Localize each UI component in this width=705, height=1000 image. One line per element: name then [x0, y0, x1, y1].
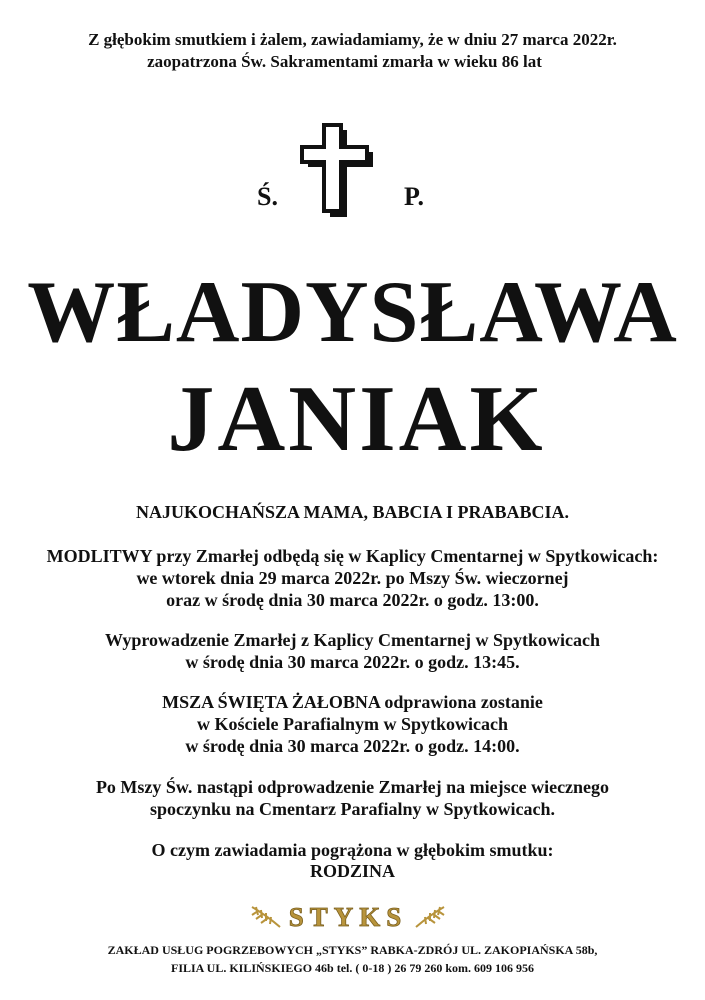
mass-line-3: w środę dnia 30 marca 2022r. o godz. 14:00.: [185, 736, 520, 756]
s-letter: Ś.: [257, 182, 278, 211]
intro-line-1: Z głębokim smutkiem i żalem, zawiadamiamy, że w dniu 27 marca 2022r.: [88, 30, 617, 49]
mass-line-2: w Kościele Parafialnym w Spytkowicach: [197, 714, 508, 734]
palm-branch-icon: [252, 907, 280, 927]
deceased-last-name: JANIAK: [167, 367, 546, 471]
deceased-title: NAJUKOCHAŃSZA MAMA, BABCIA I PRABABCIA.: [135, 502, 570, 522]
procession-line-1: Wyprowadzenie Zmarłej z Kaplicy Cmentarnej w Spytkowicach: [105, 630, 600, 650]
burial-line-1: Po Mszy Św. nastąpi odprowadzenie Zmarłej na miejsce wiecznego: [95, 777, 610, 797]
styks-logo: [248, 893, 448, 943]
cross-icon: [300, 121, 380, 217]
prayers-line-1: MODLITWY przy Zmarłej odbędą się w Kaplicy Cmentarnej w Spytkowicach:: [46, 546, 659, 566]
closing-line: O czym zawiadamia pogrążona w głębokim smutku:: [151, 840, 554, 860]
mass-line-1: MSZA ŚWIĘTA ŻAŁOBNA odprawiona zostanie: [162, 692, 543, 712]
logo-text: STYKS: [288, 902, 408, 932]
prayers-line-3: oraz w środę dnia 30 marca 2022r. o godz. 13:00.: [166, 590, 539, 610]
burial-line-2: spoczynku na Cmentarz Parafialny w Spytkowicach.: [149, 799, 555, 819]
palm-branch-icon: [416, 907, 444, 927]
footer-line-1: ZAKŁAD USŁUG POGRZEBOWYCH „STYKS” RABKA-ZDRÓJ UL. ZAKOPIAŃSKA 58b,: [107, 943, 598, 957]
prayers-line-2: we wtorek dnia 29 marca 2022r. po Mszy Św. wieczornej: [136, 568, 569, 588]
signature: RODZINA: [309, 861, 395, 881]
deceased-first-name: WŁADYSŁAWA: [27, 264, 678, 361]
p-letter: P.: [404, 182, 424, 211]
procession-line-2: w środę dnia 30 marca 2022r. o godz. 13:45.: [185, 652, 520, 672]
footer-line-2: FILIA UL. KILIŃSKIEGO 46b tel. ( 0-18 ) 26 79 260 kom. 609 106 956: [170, 961, 535, 975]
intro-line-2: zaopatrzona Św. Sakramentami zmarła w wieku 86 lat: [147, 52, 542, 71]
